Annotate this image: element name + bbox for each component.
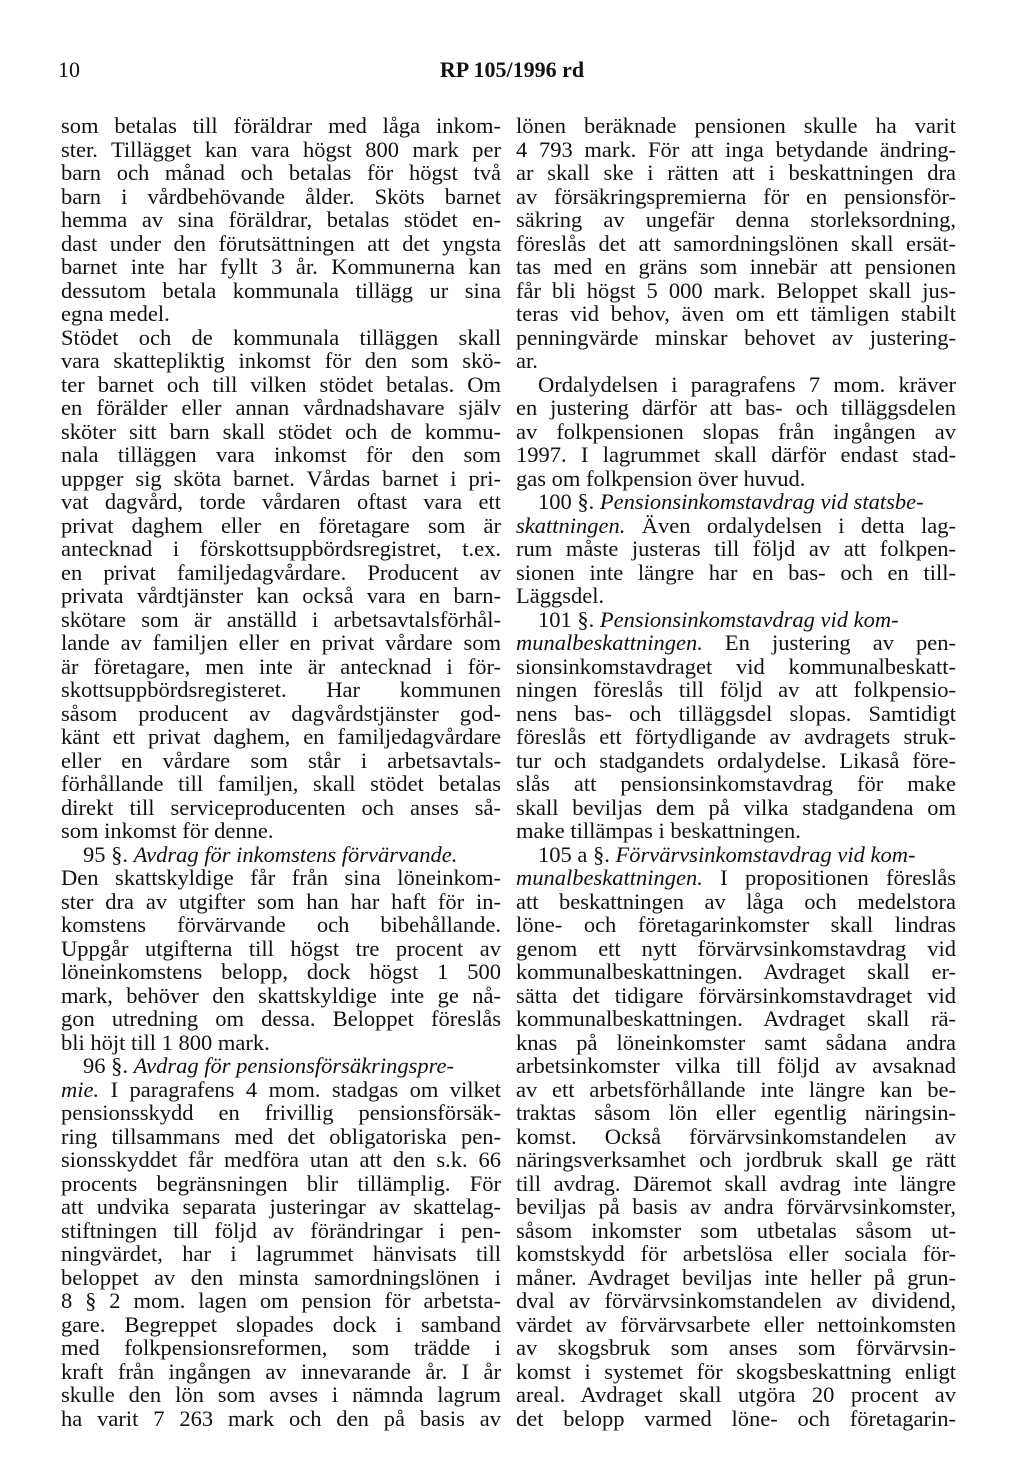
text-line <box>61 1125 501 1149</box>
line-text: ar. <box>516 348 538 373</box>
text-line <box>516 537 956 561</box>
line-text: 4 793 mark. För att inga betydande ändring- <box>516 136 956 162</box>
text-line <box>516 1266 956 1290</box>
text-line <box>61 1219 501 1243</box>
text-line <box>516 326 956 350</box>
text-line <box>61 772 501 796</box>
text-line <box>61 702 501 726</box>
line-text: 96 §. <box>83 1053 134 1078</box>
text-line <box>516 1289 956 1313</box>
text-line <box>516 514 956 538</box>
line-text: Uppgår utgifterna till högst tre procent av <box>61 935 501 961</box>
line-text: vat dagvård, torde vårdaren oftast vara ett <box>61 489 501 514</box>
text-line <box>61 514 501 538</box>
text-line <box>516 561 956 585</box>
text-line <box>61 608 501 632</box>
text-line <box>61 161 501 185</box>
section-heading-italic: Avdrag för pensionsförsäkringspre- <box>133 1053 455 1078</box>
line-text: att undvika separata justeringar av skattelag- <box>61 1194 501 1219</box>
text-line <box>61 631 501 655</box>
line-text: sätta det tidigare förvärsinkomstavdraget vid <box>516 982 956 1008</box>
text-line <box>61 138 501 162</box>
text-line <box>516 138 956 162</box>
text-line <box>516 937 956 961</box>
line-text: beviljas på basis av andra förvärvsinkomster, <box>516 1194 956 1219</box>
text-line <box>61 937 501 961</box>
text-line <box>516 960 956 984</box>
line-text: lande av familjen eller en privat vårdare som <box>61 630 501 655</box>
text-line <box>61 913 501 937</box>
line-text: barn och månad och betalas för högst två <box>61 160 501 185</box>
text-line <box>516 349 956 373</box>
text-line <box>516 1125 956 1149</box>
text-line <box>516 655 956 679</box>
line-text: Den skattskyldige får från sina löneinkom- <box>61 865 501 890</box>
line-text: en privat familjedagvårdare. Producent av <box>61 559 501 585</box>
line-text: direkt till serviceproducenten och anses så- <box>61 794 501 820</box>
line-text: komst i systemet för skogsbeskattning enligt <box>516 1358 956 1384</box>
line-text: 95 §. <box>83 841 134 867</box>
line-text: 105 a §. <box>538 841 616 867</box>
text-line <box>61 537 501 561</box>
line-text: 8 § 2 mom. lagen om pension för arbetsta- <box>61 1288 501 1313</box>
line-text: En justering av pen- <box>702 630 956 655</box>
running-head: RP 105/1996 rd <box>439 57 585 82</box>
text-line <box>61 208 501 232</box>
text-line <box>61 1054 501 1078</box>
line-text: privat daghem eller en företagare som är <box>61 512 501 538</box>
text-line <box>61 490 501 514</box>
text-line <box>516 890 956 914</box>
line-text: eller en vårdare som står i arbetsavtals- <box>61 747 501 773</box>
text-line <box>61 1289 501 1313</box>
line-text: av ett arbetsförhållande inte längre kan be- <box>516 1076 956 1102</box>
text-line <box>61 561 501 585</box>
line-text: sköter sitt barn skall stödet och de kommu- <box>61 418 501 444</box>
text-line <box>516 1148 956 1172</box>
line-text: skötare som är anställd i arbetsavtalsförhål- <box>61 606 501 632</box>
line-text: kommunalbeskattningen. Avdraget skall er- <box>516 959 956 984</box>
section-heading-italic: mie. <box>61 1076 100 1102</box>
text-line <box>61 1383 501 1407</box>
text-line <box>516 1007 956 1031</box>
line-text: hemma av sina föräldrar, betalas stödet en- <box>61 207 501 232</box>
line-text: pensionsskydd en frivillig pensionsförsäk- <box>61 1100 501 1125</box>
line-text: privata vårdtjänster kan också vara en barn- <box>61 583 501 608</box>
text-line <box>61 819 501 843</box>
text-line <box>516 1054 956 1078</box>
text-line <box>516 1383 956 1407</box>
text-line <box>61 185 501 209</box>
line-text: mark, behöver den skattskyldige inte ge nå- <box>61 982 501 1008</box>
text-line <box>516 913 956 937</box>
text-line <box>516 1031 956 1055</box>
line-text: rum måste justeras till följd av att folkpen- <box>516 536 956 561</box>
text-line <box>61 302 501 326</box>
line-text: ster. Tillägget kan vara högst 800 mark per <box>61 136 501 162</box>
text-line <box>516 255 956 279</box>
line-text: gare. Begreppet slopades dock i samband <box>61 1311 501 1337</box>
line-text: uppger sig sköta barnet. Vårdas barnet i pri- <box>61 465 501 491</box>
text-line <box>516 1172 956 1196</box>
line-text: löne- och företagarinkomster skall lindras <box>516 912 956 937</box>
text-line <box>516 772 956 796</box>
text-line <box>61 232 501 256</box>
section-heading-italic: skattningen. <box>516 512 626 538</box>
line-text: föreslås det att samordningslönen skall ersät- <box>516 230 956 256</box>
line-text: dval av förvärvsinkomstandelen av dividend, <box>516 1288 956 1313</box>
line-text: traktas såsom lön eller egentlig näringsin- <box>516 1100 956 1125</box>
line-text: sionsskyddet får medföra utan att den s.k. 66 <box>61 1147 501 1172</box>
text-line <box>61 1195 501 1219</box>
line-text: värdet av förvärvsarbete eller nettoinkomsten <box>516 1311 956 1337</box>
text-line <box>516 1219 956 1243</box>
line-text: tas med en gräns som innebär att pensionen <box>516 254 956 279</box>
line-text: av skogsbruk som anses som förvärvsin- <box>516 1335 956 1360</box>
text-line <box>516 631 956 655</box>
line-text: skottsuppbördsregisteret. Har kommunen <box>61 677 501 702</box>
line-text: skall beviljas dem på vilka stadgandena om <box>516 794 956 820</box>
line-text: barn i vårdbehövande ålder. Sköts barnet <box>61 183 501 209</box>
line-text: såsom producent av dagvårdstjänster god- <box>61 700 501 726</box>
line-text: 1997. I lagrummet skall därför endast stad- <box>516 442 956 467</box>
text-line <box>516 584 956 608</box>
text-line <box>61 443 501 467</box>
text-line <box>61 349 501 373</box>
text-line <box>516 443 956 467</box>
text-line <box>61 1266 501 1290</box>
text-line <box>61 1407 501 1431</box>
text-line <box>61 1078 501 1102</box>
text-line <box>61 584 501 608</box>
line-text: beloppet av den minsta samordningslönen i <box>61 1264 501 1290</box>
text-line <box>61 1242 501 1266</box>
line-text: kraft från ingången av innevarande år. I år <box>61 1358 501 1384</box>
line-text: teras vid behov, även om ett tämligen stabilt <box>516 301 956 326</box>
text-line <box>516 1195 956 1219</box>
section-heading-italic: Avdrag för inkomstens förvärvande. <box>133 841 458 867</box>
line-text: ring tillsammans med det obligatoriska pen- <box>61 1123 501 1149</box>
line-text: Även ordalydelsen i detta lag- <box>625 512 956 538</box>
line-text: till avdrag. Däremot skall avdrag inte längre <box>516 1170 956 1196</box>
text-line <box>61 1101 501 1125</box>
line-text: sionen inte längre har en bas- och en till- <box>516 559 956 585</box>
text-line <box>61 866 501 890</box>
line-text: dast under den förutsättningen att det yngsta <box>61 230 501 256</box>
line-text: barnet inte har fyllt 3 år. Kommunerna kan <box>61 254 501 279</box>
line-text: måner. Avdraget beviljas inte heller på grun- <box>516 1264 956 1290</box>
text-line <box>61 749 501 773</box>
line-text: som inkomst för denne. <box>61 818 274 843</box>
line-text: med folkpensionsreformen, som trädde i <box>61 1335 501 1360</box>
line-text: 100 §. <box>538 489 600 514</box>
line-text: Stödet och de kommunala tilläggen skall <box>61 324 501 350</box>
text-line <box>516 279 956 303</box>
text-line <box>516 396 956 420</box>
right-text-column <box>516 114 956 1430</box>
line-text: skulle den lön som avses i nämnda lagrum <box>61 1382 501 1407</box>
text-line <box>61 279 501 303</box>
line-text: ter barnet och till vilken stödet betalas. Om <box>61 371 501 397</box>
text-line <box>516 984 956 1008</box>
section-heading-italic: munalbeskattningen. <box>516 630 703 655</box>
line-text: är företagare, men inte är antecknad i för- <box>61 653 501 679</box>
line-text: löneinkomstens belopp, dock högst 1 500 <box>61 959 501 984</box>
line-text: en justering därför att bas- och tilläggsdelen <box>516 395 956 420</box>
text-line <box>516 678 956 702</box>
text-line <box>516 373 956 397</box>
line-text: av försäkringspremierna för en pensionsför- <box>516 183 956 209</box>
line-text: tur och stadgandets ordalydelse. Likaså före- <box>516 747 956 773</box>
text-line <box>516 114 956 138</box>
line-text: arbetsinkomster vilka till följd av avsaknad <box>516 1053 956 1078</box>
line-text: antecknad i förskottsuppbördsregistret, t.ex. <box>61 536 501 561</box>
text-line <box>61 1148 501 1172</box>
line-text: får bli högst 5 000 mark. Beloppet skall jus- <box>516 277 956 303</box>
text-line <box>61 255 501 279</box>
line-text: slås att pensionsinkomstavdrag för make <box>516 771 956 796</box>
line-text: säkring av ungefär denna storleksordning, <box>516 207 956 232</box>
line-text: att beskattningen av låga och medelstora <box>516 888 956 914</box>
text-line <box>516 232 956 256</box>
line-text: dessutom betala kommunala tillägg ur sina <box>61 277 501 303</box>
line-text: som betalas till föräldrar med låga inkom- <box>61 113 501 138</box>
text-line <box>516 185 956 209</box>
line-text: kommunalbeskattningen. Avdraget skall rä- <box>516 1006 956 1031</box>
text-line <box>516 866 956 890</box>
line-text: 101 §. <box>538 606 600 632</box>
text-line <box>516 1360 956 1384</box>
line-text: lönen beräknade pensionen skulle ha varit <box>516 113 956 138</box>
text-line <box>61 467 501 491</box>
text-line <box>516 1313 956 1337</box>
text-line <box>516 796 956 820</box>
text-line <box>61 1313 501 1337</box>
text-line <box>61 420 501 444</box>
line-text: areal. Avdraget skall utgöra 20 procent av <box>516 1382 956 1407</box>
text-line <box>516 1336 956 1360</box>
line-text: bli höjt till 1 800 mark. <box>61 1029 270 1055</box>
left-text-column <box>61 114 501 1430</box>
line-text: make tillämpas i beskattningen. <box>516 818 801 843</box>
text-line <box>61 890 501 914</box>
text-line <box>516 702 956 726</box>
text-line <box>516 1242 956 1266</box>
line-text: ningvärdet, har i lagrummet hänvisats till <box>61 1241 501 1266</box>
line-text: ha varit 7 263 mark och den på basis av <box>61 1405 501 1431</box>
text-line <box>516 1078 956 1102</box>
section-heading-italic: Pensionsinkomstavdrag vid kom- <box>599 606 899 632</box>
section-heading-italic: munalbeskattningen. <box>516 865 703 890</box>
text-line <box>516 608 956 632</box>
text-line <box>61 678 501 702</box>
line-text: av folkpensionen slopas från ingången av <box>516 418 956 444</box>
line-text: gon utredning om dessa. Beloppet föreslås <box>61 1006 501 1031</box>
text-line <box>61 1007 501 1031</box>
line-text: föreslås ett förtydligande av avdragets struk- <box>516 724 956 749</box>
text-line <box>61 796 501 820</box>
line-text: vara skattepliktig inkomst för den som skö- <box>61 348 501 373</box>
line-text: Ordalydelsen i paragrafens 7 mom. kräver <box>538 371 956 397</box>
line-text: stiftningen till följd av förändringar i pen- <box>61 1217 501 1243</box>
line-text: penningvärde minskar behovet av justering- <box>516 324 956 350</box>
line-text: förhållande till familjen, skall stödet betalas <box>61 771 501 796</box>
page-number: 10 <box>58 57 80 82</box>
text-line <box>61 1360 501 1384</box>
line-text: sionsinkomstavdraget vid kommunalbeskatt- <box>516 653 956 679</box>
line-text: procents begränsningen blir tillämplig. För <box>61 1170 501 1196</box>
text-line <box>61 373 501 397</box>
text-line <box>61 1172 501 1196</box>
text-line <box>61 114 501 138</box>
text-line <box>516 749 956 773</box>
text-line <box>516 467 956 491</box>
line-text: känt ett privat daghem, en familjedagvårdare <box>61 724 501 749</box>
section-heading-italic: Förvärvsinkomstavdrag vid kom- <box>615 841 916 867</box>
text-line <box>516 420 956 444</box>
line-text: egna medel. <box>61 301 170 326</box>
line-text: ster dra av utgifter som han har haft för in- <box>61 888 501 914</box>
line-text: en förälder eller annan vårdnadshavare själv <box>61 395 501 420</box>
text-line <box>516 161 956 185</box>
text-line <box>516 490 956 514</box>
line-text: nens bas- och tilläggsdel slopas. Samtidigt <box>516 700 956 726</box>
line-text: komstskydd för arbetslösa eller sociala för- <box>516 1241 956 1266</box>
line-text: gas om folkpension över huvud. <box>516 465 806 491</box>
line-text: nala tilläggen vara inkomst för den som <box>61 442 501 467</box>
text-line <box>516 1101 956 1125</box>
line-text: näringsverksamhet och jordbruk skall ge rätt <box>516 1147 956 1172</box>
line-text: I propositionen föreslås <box>702 865 956 890</box>
text-line <box>61 1031 501 1055</box>
line-text: ningen föreslås till följd av att folkpensio- <box>516 677 956 702</box>
text-line <box>516 725 956 749</box>
line-text: komst. Också förvärvsinkomstandelen av <box>516 1123 956 1149</box>
line-text: knas på löneinkomster samt sådana andra <box>516 1029 956 1055</box>
text-line <box>516 843 956 867</box>
line-text: genom ett nytt förvärvsinkomstavdrag vid <box>516 935 956 961</box>
line-text: I paragrafens 4 mom. stadgas om vilket <box>99 1076 501 1102</box>
section-heading-italic: Pensionsinkomstavdrag vid statsbe- <box>599 489 924 514</box>
text-line <box>61 326 501 350</box>
text-line <box>61 396 501 420</box>
line-text: komstens förvärvande och bibehållande. <box>61 912 501 937</box>
line-text: ar skall ske i rätten att i beskattningen dra <box>516 160 956 185</box>
text-line <box>61 843 501 867</box>
text-line <box>61 725 501 749</box>
line-text: såsom inkomster som utbetalas såsom ut- <box>516 1217 956 1243</box>
line-text: Läggsdel. <box>516 583 605 608</box>
text-line <box>61 960 501 984</box>
text-line <box>516 302 956 326</box>
text-line <box>61 655 501 679</box>
text-line <box>516 208 956 232</box>
text-line <box>516 1407 956 1431</box>
line-text: det belopp varmed löne- och företagarin- <box>516 1405 956 1431</box>
text-line <box>61 984 501 1008</box>
text-line <box>516 819 956 843</box>
text-line <box>61 1336 501 1360</box>
